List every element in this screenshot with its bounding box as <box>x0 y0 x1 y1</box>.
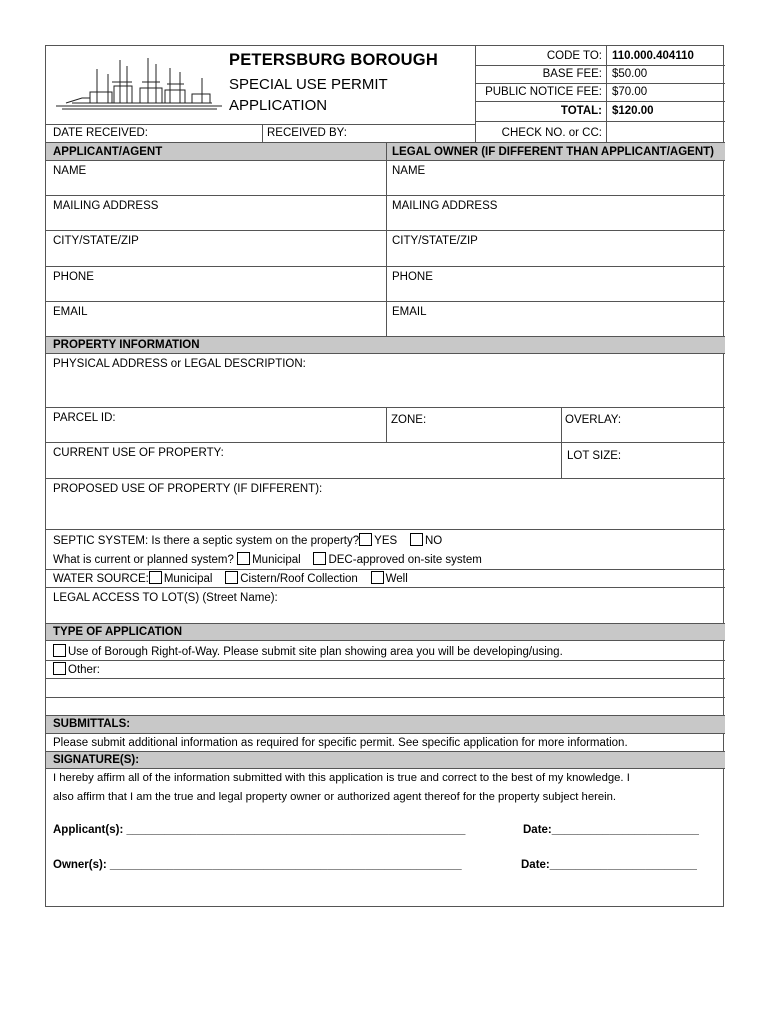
other-label: Other: <box>68 664 100 676</box>
applicant-date-line[interactable]: Date:_______________________ <box>523 824 699 836</box>
system-dec-checkbox[interactable] <box>313 552 326 565</box>
received-by-field[interactable]: RECEIVED BY: <box>267 127 347 139</box>
system-question: What is current or planned system? <box>53 554 234 566</box>
borough-title: PETERSBURG BOROUGH <box>229 51 438 69</box>
submittals-heading: SUBMITTALS: <box>53 718 131 730</box>
physical-address-field[interactable]: PHYSICAL ADDRESS or LEGAL DESCRIPTION: <box>53 358 306 370</box>
owner-heading: LEGAL OWNER (IF DIFFERENT THAN APPLICANT/AGENT) <box>392 146 714 158</box>
other-blank-line-2[interactable] <box>46 698 725 715</box>
septic-no-checkbox[interactable] <box>410 533 423 546</box>
right-of-way-checkbox[interactable] <box>53 644 66 657</box>
permit-form <box>45 45 724 907</box>
septic-yes-label: YES <box>374 535 398 547</box>
applicant-city-field[interactable]: CITY/STATE/ZIP <box>53 235 139 247</box>
septic-question: SEPTIC SYSTEM: Is there a septic system on the property? <box>53 535 360 547</box>
owner-signature-line[interactable]: Owner(s): _______________________________________________________ <box>53 859 462 871</box>
form-subtitle-line1: SPECIAL USE PERMIT <box>229 76 388 93</box>
water-municipal-checkbox[interactable] <box>149 571 162 584</box>
form-subtitle-line2: APPLICATION <box>229 97 328 114</box>
fee-label-total: TOTAL: <box>560 105 602 117</box>
septic-yes-checkbox[interactable] <box>359 533 372 546</box>
system-dec-label: DEC-approved on-site system <box>328 554 482 566</box>
lot-size-field[interactable]: LOT SIZE: <box>567 450 622 462</box>
applicant-phone-field[interactable]: PHONE <box>53 271 94 283</box>
signatures-heading: SIGNATURE(S): <box>53 754 140 766</box>
owner-mailing-field[interactable]: MAILING ADDRESS <box>392 200 498 212</box>
overlay-field[interactable]: OVERLAY: <box>565 414 622 426</box>
other-blank-line-1[interactable] <box>46 679 725 697</box>
owner-email-field[interactable]: EMAIL <box>392 306 427 318</box>
water-cistern-label: Cistern/Roof Collection <box>240 573 358 585</box>
zone-field[interactable]: ZONE: <box>391 414 427 426</box>
system-row <box>53 552 482 567</box>
water-municipal-label: Municipal <box>163 573 213 585</box>
septic-row <box>53 533 442 548</box>
right-of-way-label: Use of Borough Right-of-Way. Please submit site plan showing area you will be developing/using. <box>68 646 563 658</box>
fee-label-code: CODE TO: <box>546 50 602 62</box>
right-of-way-row <box>53 644 563 659</box>
other-row <box>53 662 100 677</box>
borough-skyline-logo <box>52 54 224 116</box>
owner-date-line[interactable]: Date:_______________________ <box>521 859 697 871</box>
parcel-id-field[interactable]: PARCEL ID: <box>53 412 116 424</box>
owner-city-field[interactable]: CITY/STATE/ZIP <box>392 235 478 247</box>
water-well-label: Well <box>385 573 408 585</box>
applicant-name-field[interactable]: NAME <box>53 165 87 177</box>
applicant-email-field[interactable]: EMAIL <box>53 306 88 318</box>
date-received-field[interactable]: DATE RECEIVED: <box>53 127 148 139</box>
proposed-use-field[interactable]: PROPOSED USE OF PROPERTY (IF DIFFERENT): <box>53 483 323 495</box>
water-cistern-checkbox[interactable] <box>225 571 238 584</box>
applicant-signature-line[interactable]: Applicant(s): _____________________________________________________ <box>53 824 466 836</box>
property-heading: PROPERTY INFORMATION <box>53 339 200 351</box>
current-use-field[interactable]: CURRENT USE OF PROPERTY: <box>53 447 224 459</box>
submittals-text: Please submit additional information as required for specific permit. See specific application for more information. <box>53 737 628 749</box>
fee-value-total: $120.00 <box>612 105 654 117</box>
applicant-mailing-field[interactable]: MAILING ADDRESS <box>53 200 159 212</box>
fee-value-base: $50.00 <box>612 68 648 80</box>
owner-name-field[interactable]: NAME <box>392 165 426 177</box>
affirm-line-2: also affirm that I am the true and legal property owner or authorized agent thereof for the property subject herein. <box>53 791 617 803</box>
septic-no-label: NO <box>424 535 443 547</box>
legal-access-field[interactable]: LEGAL ACCESS TO LOT(S) (Street Name): <box>53 592 278 604</box>
water-well-checkbox[interactable] <box>371 571 384 584</box>
fee-label-base: BASE FEE: <box>542 68 602 80</box>
water-label: WATER SOURCE: <box>53 573 149 585</box>
water-row <box>53 571 408 586</box>
fee-value-public-notice: $70.00 <box>612 86 648 98</box>
owner-phone-field[interactable]: PHONE <box>392 271 433 283</box>
system-municipal-label: Municipal <box>252 554 301 566</box>
check-no-field[interactable]: CHECK NO. or CC: <box>501 127 602 139</box>
application-type-heading: TYPE OF APPLICATION <box>53 626 183 638</box>
applicant-heading: APPLICANT/AGENT <box>53 146 163 158</box>
other-checkbox[interactable] <box>53 662 66 675</box>
affirm-line-1: I hereby affirm all of the information submitted with this application is true and correct to the best of my knowledge. I <box>53 772 630 784</box>
fee-label-public-notice: PUBLIC NOTICE FEE: <box>485 86 602 98</box>
fee-value-code: 110.000.404110 <box>612 50 694 62</box>
system-municipal-checkbox[interactable] <box>237 552 250 565</box>
